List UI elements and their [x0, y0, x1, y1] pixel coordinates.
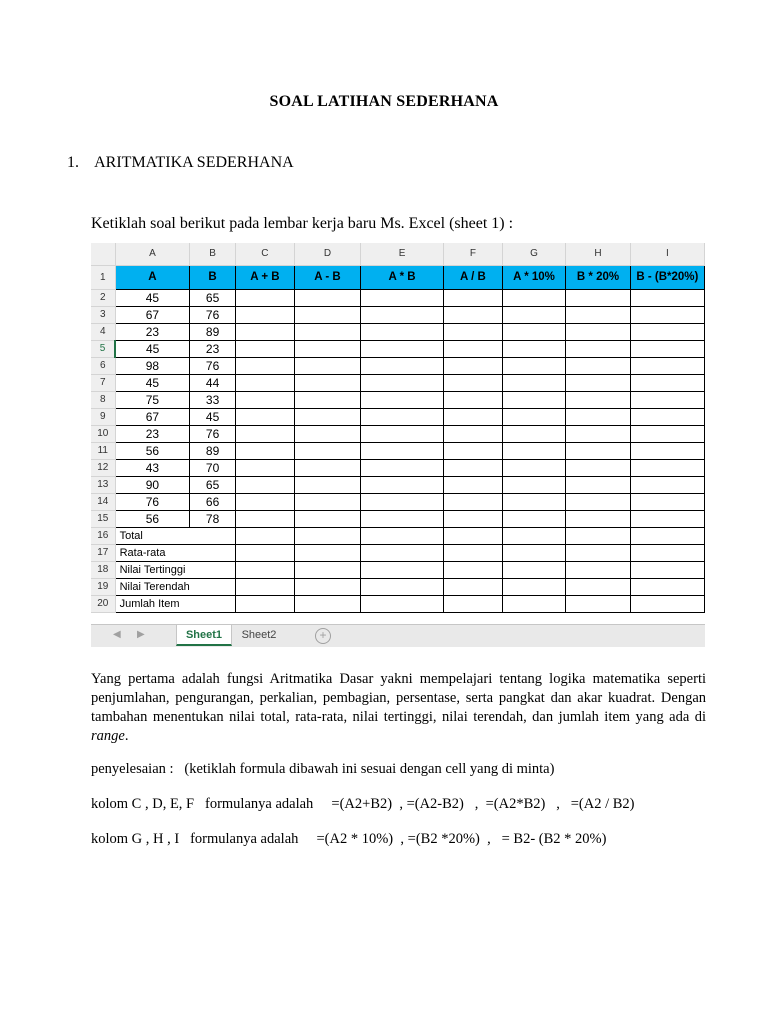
cell[interactable]: 23	[115, 425, 190, 442]
cell[interactable]	[294, 527, 360, 544]
cell[interactable]	[361, 306, 444, 323]
section-number: 1.	[67, 154, 79, 171]
cell[interactable]	[630, 306, 704, 323]
cell[interactable]	[566, 544, 630, 561]
table-row	[91, 408, 705, 425]
cell[interactable]	[502, 374, 566, 391]
cell[interactable]	[630, 561, 704, 578]
column-header[interactable]: F	[444, 243, 503, 265]
row-header[interactable]: 6	[91, 357, 115, 374]
summary-label[interactable]: Jumlah Item	[115, 595, 190, 612]
cell[interactable]: 76	[190, 357, 236, 374]
cell[interactable]: 76	[190, 425, 236, 442]
summary-label[interactable]: Nilai Terendah	[115, 578, 190, 595]
cell[interactable]	[361, 425, 444, 442]
header-cell[interactable]: A * B	[361, 265, 444, 289]
cell[interactable]	[566, 323, 630, 340]
cell[interactable]	[294, 425, 360, 442]
cell[interactable]: 23	[190, 340, 236, 357]
cell[interactable]	[566, 442, 630, 459]
cell[interactable]	[502, 391, 566, 408]
cell[interactable]: 90	[115, 476, 190, 493]
cell[interactable]	[502, 459, 566, 476]
table-row	[91, 476, 705, 493]
row-header[interactable]: 12	[91, 459, 115, 476]
header-cell[interactable]: B * 20%	[566, 265, 630, 289]
cell[interactable]	[630, 510, 704, 527]
cell[interactable]	[361, 595, 444, 612]
cell[interactable]	[235, 476, 294, 493]
cell[interactable]	[566, 527, 630, 544]
cell[interactable]	[235, 408, 294, 425]
cell[interactable]	[630, 391, 704, 408]
paragraph-italic-word: range	[91, 728, 125, 744]
intro-paragraph	[91, 670, 706, 746]
cell[interactable]: 23	[115, 323, 190, 340]
cell[interactable]: 89	[190, 323, 236, 340]
cell[interactable]	[235, 595, 294, 612]
column-header-row	[91, 243, 705, 265]
cell[interactable]	[235, 527, 294, 544]
cell[interactable]	[190, 561, 236, 578]
cell[interactable]	[502, 340, 566, 357]
cell[interactable]: 67	[115, 408, 190, 425]
cell[interactable]	[444, 289, 503, 306]
row-header[interactable]: 11	[91, 442, 115, 459]
row-header[interactable]: 3	[91, 306, 115, 323]
cell[interactable]	[502, 561, 566, 578]
cell[interactable]	[294, 306, 360, 323]
cell[interactable]	[361, 408, 444, 425]
row-header[interactable]: 9	[91, 408, 115, 425]
cell[interactable]	[630, 493, 704, 510]
cell[interactable]	[502, 595, 566, 612]
column-header[interactable]: A	[115, 243, 190, 265]
cell[interactable]	[294, 289, 360, 306]
cell[interactable]	[361, 374, 444, 391]
cell[interactable]	[630, 442, 704, 459]
cell[interactable]	[294, 340, 360, 357]
cell[interactable]	[444, 374, 503, 391]
column-header[interactable]: G	[502, 243, 566, 265]
cell[interactable]	[444, 595, 503, 612]
cell[interactable]	[235, 544, 294, 561]
cell[interactable]	[235, 374, 294, 391]
cell[interactable]	[444, 544, 503, 561]
row-header[interactable]: 7	[91, 374, 115, 391]
header-cell[interactable]: A	[115, 265, 190, 289]
cell[interactable]	[444, 340, 503, 357]
row-header[interactable]: 1	[91, 265, 115, 289]
cell[interactable]	[502, 425, 566, 442]
table-row	[91, 391, 705, 408]
summary-label[interactable]: Rata-rata	[115, 544, 190, 561]
row-header[interactable]: 16	[91, 527, 115, 544]
summary-row	[91, 527, 705, 544]
cell[interactable]: 56	[115, 442, 190, 459]
cell[interactable]	[566, 289, 630, 306]
cell[interactable]	[566, 510, 630, 527]
cell[interactable]	[630, 357, 704, 374]
cell[interactable]	[444, 425, 503, 442]
cell[interactable]	[294, 459, 360, 476]
cell[interactable]	[502, 544, 566, 561]
column-header[interactable]: I	[630, 243, 704, 265]
table-row	[91, 425, 705, 442]
cell[interactable]	[444, 357, 503, 374]
cell[interactable]: 33	[190, 391, 236, 408]
cell[interactable]: 45	[115, 374, 190, 391]
cell[interactable]: 89	[190, 442, 236, 459]
cell[interactable]	[630, 374, 704, 391]
cell[interactable]: 43	[115, 459, 190, 476]
cell[interactable]	[294, 408, 360, 425]
column-header[interactable]: E	[361, 243, 444, 265]
cell[interactable]	[630, 578, 704, 595]
summary-row	[91, 544, 705, 561]
cell[interactable]	[361, 510, 444, 527]
next-sheet-icon[interactable]: ▶	[137, 629, 145, 640]
cell[interactable]	[294, 442, 360, 459]
table-row	[91, 289, 705, 306]
row-header[interactable]: 10	[91, 425, 115, 442]
cell[interactable]	[630, 459, 704, 476]
cell[interactable]	[190, 527, 236, 544]
header-cell[interactable]: A + B	[235, 265, 294, 289]
cell[interactable]	[235, 357, 294, 374]
cell[interactable]	[361, 544, 444, 561]
table-row	[91, 442, 705, 459]
cell[interactable]	[361, 442, 444, 459]
sheet-tab-bar	[91, 624, 705, 647]
table-row	[91, 340, 705, 357]
cell[interactable]	[361, 578, 444, 595]
cell[interactable]	[361, 493, 444, 510]
cell[interactable]	[630, 289, 704, 306]
header-cell[interactable]: B	[190, 265, 236, 289]
cell[interactable]	[361, 459, 444, 476]
header-cell[interactable]: A - B	[294, 265, 360, 289]
cell[interactable]	[190, 578, 236, 595]
cell[interactable]	[294, 323, 360, 340]
cell[interactable]	[294, 391, 360, 408]
cell[interactable]	[235, 459, 294, 476]
cell[interactable]	[444, 459, 503, 476]
cell[interactable]	[630, 340, 704, 357]
table-header-row	[91, 265, 705, 289]
solution-note: penyelesaian : (ketiklah formula dibawah ini sesuai dengan cell yang di minta)	[91, 761, 555, 777]
formula-line-ghi: kolom G , H , I formulanya adalah =(A2 * 10%) , =(B2 *20%) , = B2- (B2 * 20%)	[91, 831, 607, 847]
section-heading	[67, 154, 294, 172]
plus-circle-icon[interactable]: +	[315, 628, 331, 644]
table-row	[91, 459, 705, 476]
cell[interactable]	[502, 289, 566, 306]
cell[interactable]	[566, 374, 630, 391]
instruction-text: Ketiklah soal berikut pada lembar kerja baru Ms. Excel (sheet 1) :	[91, 215, 514, 232]
cell[interactable]	[502, 578, 566, 595]
cell[interactable]: 76	[115, 493, 190, 510]
row-header[interactable]: 15	[91, 510, 115, 527]
row-header[interactable]: 8	[91, 391, 115, 408]
cell[interactable]	[444, 476, 503, 493]
cell[interactable]	[630, 595, 704, 612]
cell[interactable]	[361, 561, 444, 578]
cell[interactable]	[235, 340, 294, 357]
cell[interactable]	[444, 391, 503, 408]
cell[interactable]	[630, 544, 704, 561]
cell[interactable]: 45	[190, 408, 236, 425]
cell[interactable]	[235, 289, 294, 306]
column-header[interactable]: B	[190, 243, 236, 265]
header-cell[interactable]: A * 10%	[502, 265, 566, 289]
table-row	[91, 374, 705, 391]
cell[interactable]	[294, 493, 360, 510]
cell[interactable]	[566, 357, 630, 374]
paragraph-text: Yang pertama adalah fungsi Aritmatika Dasar yakni mempelajari tentang logika matematika seperti penjumlahan, pengurangan, perkalian, pembagian, persentase, serta pangkat dan akar kuadrat. Dengan tambahan menentukan nilai total, rata-rata, nilai tertinggi, nilai terendah, dan jumlah item yang ada di	[91, 671, 706, 725]
cell[interactable]	[444, 578, 503, 595]
cell[interactable]	[630, 425, 704, 442]
prev-sheet-icon[interactable]: ◀	[113, 629, 121, 640]
cell[interactable]	[502, 476, 566, 493]
cell[interactable]	[566, 595, 630, 612]
cell[interactable]: 66	[190, 493, 236, 510]
cell[interactable]	[294, 544, 360, 561]
cell[interactable]	[190, 595, 236, 612]
cell[interactable]	[630, 527, 704, 544]
cell[interactable]	[444, 493, 503, 510]
cell[interactable]	[566, 306, 630, 323]
cell[interactable]	[502, 323, 566, 340]
cell[interactable]	[566, 459, 630, 476]
table-row	[91, 306, 705, 323]
row-header[interactable]: 18	[91, 561, 115, 578]
cell[interactable]	[630, 323, 704, 340]
cell[interactable]	[361, 357, 444, 374]
cell[interactable]	[566, 391, 630, 408]
cell[interactable]: 45	[115, 289, 190, 306]
cell[interactable]: 44	[190, 374, 236, 391]
row-header[interactable]: 2	[91, 289, 115, 306]
cell[interactable]	[502, 442, 566, 459]
cell[interactable]	[566, 408, 630, 425]
cell[interactable]	[444, 510, 503, 527]
cell[interactable]	[361, 391, 444, 408]
row-header[interactable]: 19	[91, 578, 115, 595]
row-header[interactable]: 20	[91, 595, 115, 612]
paragraph-end: .	[124, 728, 129, 744]
select-all-corner[interactable]	[91, 243, 115, 265]
column-header[interactable]: D	[294, 243, 360, 265]
cell[interactable]	[294, 510, 360, 527]
cell[interactable]: 78	[190, 510, 236, 527]
row-header[interactable]: 14	[91, 493, 115, 510]
cell[interactable]	[361, 340, 444, 357]
cell[interactable]	[235, 510, 294, 527]
column-header[interactable]: C	[235, 243, 294, 265]
cell[interactable]: 98	[115, 357, 190, 374]
cell[interactable]	[566, 340, 630, 357]
cell[interactable]	[294, 578, 360, 595]
cell[interactable]: 56	[115, 510, 190, 527]
cell[interactable]	[566, 493, 630, 510]
cell[interactable]	[444, 323, 503, 340]
summary-row	[91, 561, 705, 578]
cell[interactable]	[361, 527, 444, 544]
cell[interactable]	[235, 578, 294, 595]
cell[interactable]	[294, 357, 360, 374]
cell[interactable]	[502, 408, 566, 425]
cell[interactable]	[444, 306, 503, 323]
excel-screenshot	[91, 243, 705, 646]
row-header[interactable]: 4	[91, 323, 115, 340]
column-header[interactable]: H	[566, 243, 630, 265]
cell[interactable]: 70	[190, 459, 236, 476]
cell[interactable]: 65	[190, 289, 236, 306]
cell[interactable]	[294, 595, 360, 612]
cell[interactable]	[566, 476, 630, 493]
cell[interactable]	[235, 306, 294, 323]
cell[interactable]	[235, 493, 294, 510]
spreadsheet-grid	[91, 243, 705, 613]
section-title: ARITMATIKA SEDERHANA	[94, 154, 294, 171]
cell[interactable]	[235, 391, 294, 408]
cell[interactable]	[444, 561, 503, 578]
cell[interactable]: 65	[190, 476, 236, 493]
cell[interactable]	[235, 561, 294, 578]
cell[interactable]	[630, 476, 704, 493]
cell[interactable]	[235, 323, 294, 340]
row-header[interactable]: 13	[91, 476, 115, 493]
cell[interactable]	[294, 374, 360, 391]
cell[interactable]	[444, 527, 503, 544]
cell[interactable]	[294, 561, 360, 578]
cell[interactable]: 45	[115, 340, 190, 357]
cell[interactable]	[502, 493, 566, 510]
cell[interactable]	[502, 306, 566, 323]
cell[interactable]	[444, 408, 503, 425]
cell[interactable]	[502, 357, 566, 374]
header-cell[interactable]: B - (B*20%)	[630, 265, 704, 289]
summary-row	[91, 595, 705, 612]
cell[interactable]	[566, 425, 630, 442]
table-row	[91, 323, 705, 340]
document-title: SOAL LATIHAN SEDERHANA	[269, 93, 499, 110]
cell[interactable]	[235, 442, 294, 459]
tab-sheet1[interactable]: Sheet1	[176, 625, 232, 646]
table-row	[91, 510, 705, 527]
cell[interactable]	[361, 289, 444, 306]
cell[interactable]: 75	[115, 391, 190, 408]
row-header[interactable]: 17	[91, 544, 115, 561]
cell[interactable]: 67	[115, 306, 190, 323]
cell[interactable]	[294, 476, 360, 493]
cell[interactable]	[566, 561, 630, 578]
row-header[interactable]: 5	[91, 340, 115, 357]
cell[interactable]	[235, 425, 294, 442]
cell[interactable]	[566, 578, 630, 595]
cell[interactable]	[630, 408, 704, 425]
summary-label[interactable]: Nilai Tertinggi	[115, 561, 190, 578]
cell[interactable]	[502, 510, 566, 527]
cell[interactable]	[444, 442, 503, 459]
cell[interactable]	[502, 527, 566, 544]
header-cell[interactable]: A / B	[444, 265, 503, 289]
formula-line-cdef: kolom C , D, E, F formulanya adalah =(A2+B2) , =(A2-B2) , =(A2*B2) , =(A2 / B2)	[91, 796, 635, 812]
summary-row	[91, 578, 705, 595]
table-row	[91, 493, 705, 510]
cell[interactable]	[361, 476, 444, 493]
cell[interactable]: 76	[190, 306, 236, 323]
table-row	[91, 357, 705, 374]
cell[interactable]	[190, 544, 236, 561]
cell[interactable]	[361, 323, 444, 340]
tab-sheet2[interactable]: Sheet2	[241, 629, 277, 641]
summary-label[interactable]: Total	[115, 527, 190, 544]
